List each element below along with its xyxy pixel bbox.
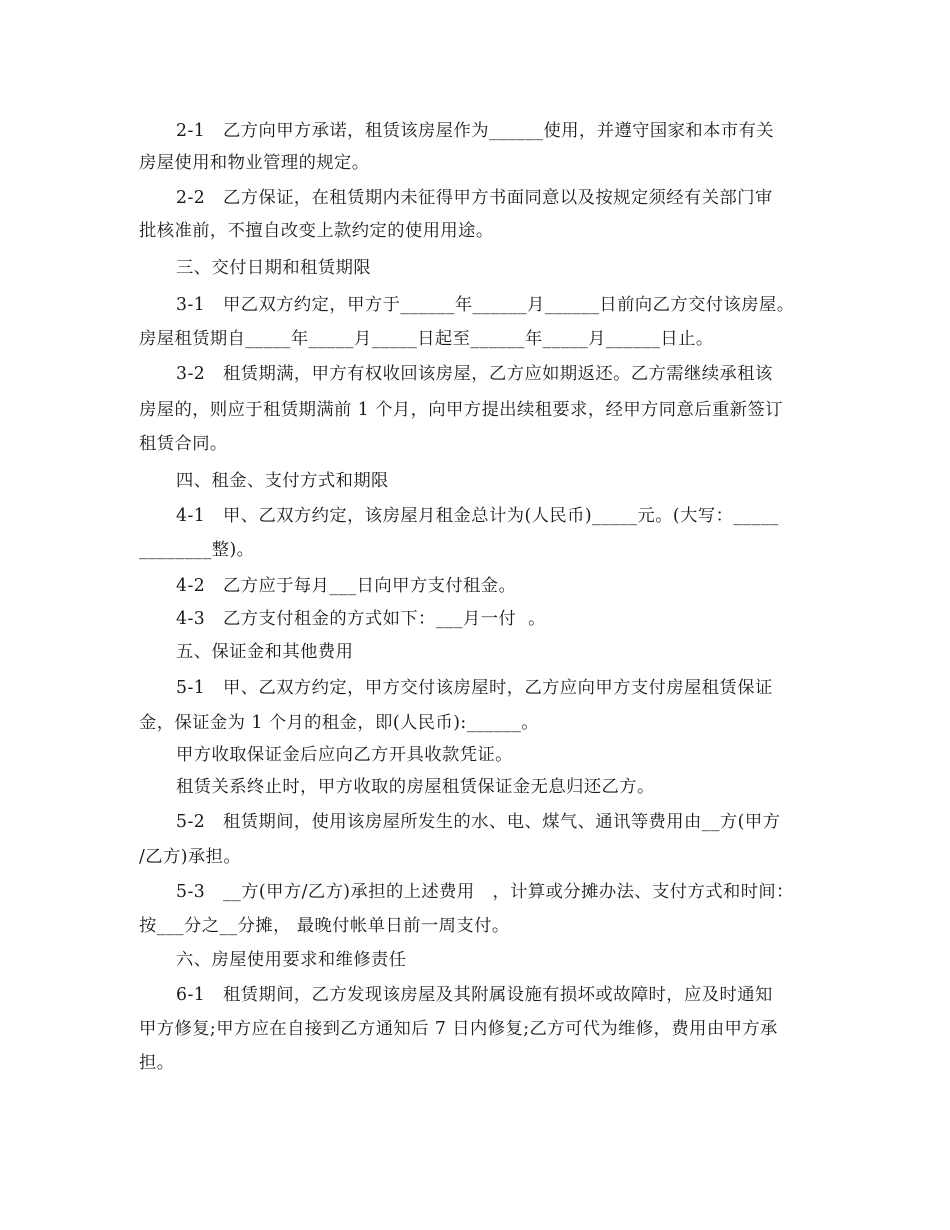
paragraph-line: 3-1 甲乙双方约定，甲方于______年______月______日前向乙方交付该房屋。 xyxy=(176,295,795,315)
section-heading: 五、保证金和其他费用 xyxy=(176,642,354,662)
paragraph-line: 2-2 乙方保证，在租赁期内未征得甲方书面同意以及按规定须经有关部门审 xyxy=(176,188,773,208)
paragraph-line: 租赁合同。 xyxy=(139,434,228,454)
paragraph-line: 4-1 甲、乙双方约定，该房屋月租金总计为(人民币)_____元。(大写：_____ xyxy=(176,506,779,526)
paragraph-line: 甲方收取保证金后应向乙方开具收款凭证。 xyxy=(176,745,513,765)
paragraph-line: 3-2 租赁期满，甲方有权收回该房屋，乙方应如期返还。乙方需继续承租该 xyxy=(176,364,773,384)
paragraph-line: 按___分之__分摊， 最晚付帐单日前一周支付。 xyxy=(139,916,510,936)
paragraph-line: 5-2 租赁期间，使用该房屋所发生的水、电、煤气、通讯等费用由__方(甲方 xyxy=(176,812,781,832)
paragraph-line: 房屋租赁期自_____年_____月_____日起至______年_____月______日止。 xyxy=(139,329,714,349)
paragraph-line: 6-1 租赁期间，乙方发现该房屋及其附属设施有损坏或故障时，应及时通知 xyxy=(176,985,773,1005)
paragraph-line: /乙方)承担。 xyxy=(139,847,242,867)
paragraph-line: 房屋使用和物业管理的规定。 xyxy=(139,153,370,173)
section-heading: 三、交付日期和租赁期限 xyxy=(176,258,372,278)
paragraph-line: 租赁关系终止时，甲方收取的房屋租赁保证金无息归还乙方。 xyxy=(176,777,655,797)
section-heading: 四、租金、支付方式和期限 xyxy=(176,471,389,491)
paragraph-line: 5-1 甲、乙双方约定，甲方交付该房屋时，乙方应向甲方支付房屋租赁保证 xyxy=(176,678,773,698)
paragraph-line: ________整)。 xyxy=(139,540,255,560)
paragraph-line: 甲方修复;甲方应在自接到乙方通知后 7 日内修复;乙方可代为维修，费用由甲方承 xyxy=(139,1019,778,1039)
paragraph-line: 房屋的，则应于租赁期满前 1 个月，向甲方提出续租要求，经甲方同意后重新签订 xyxy=(139,400,783,420)
paragraph-line: 4-2 乙方应于每月___日向甲方支付租金。 xyxy=(176,576,517,596)
paragraph-line: 5-3 __方(甲方/乙方)承担的上述费用 ，计算或分摊办法、支付方式和时间： xyxy=(176,882,794,902)
paragraph-line: 批核准前，不擅自改变上款约定的使用用途。 xyxy=(139,221,494,241)
section-heading: 六、房屋使用要求和维修责任 xyxy=(176,950,407,970)
paragraph-line: 担。 xyxy=(139,1053,175,1073)
paragraph-line: 金，保证金为 1 个月的租金，即(人民币):______。 xyxy=(139,713,539,733)
paragraph-line: 4-3 乙方支付租金的方式如下：___月一付 。 xyxy=(176,609,546,629)
paragraph-line: 2-1 乙方向甲方承诺，租赁该房屋作为______使用，并遵守国家和本市有关 xyxy=(176,121,775,141)
